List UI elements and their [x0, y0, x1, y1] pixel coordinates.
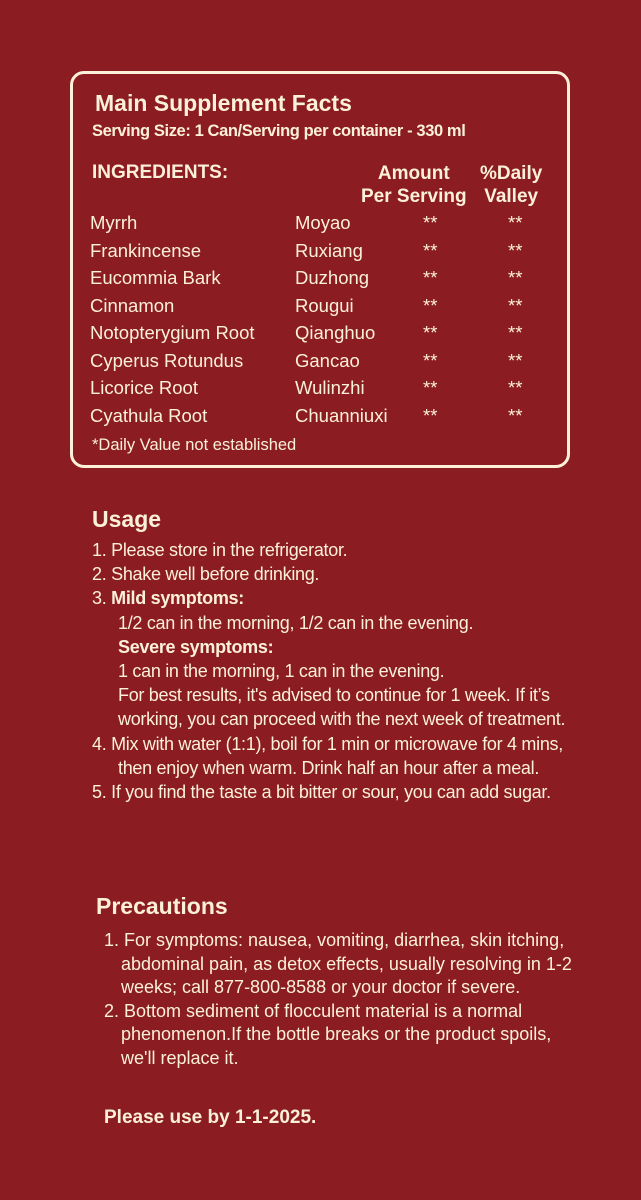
ingredient-pinyin: Qianghuo — [295, 322, 376, 343]
daily-value-header-line1: %Daily — [480, 163, 543, 184]
ingredient-amount: ** — [423, 349, 438, 371]
daily-value-footnote: *Daily Value not established — [92, 436, 297, 454]
ingredient-pinyin: Rougui — [295, 294, 354, 316]
ingredient-daily-value: ** — [508, 294, 523, 316]
ingredient-amount: ** — [423, 239, 438, 261]
ingredient-row — [90, 295, 560, 323]
amount-header — [361, 162, 467, 208]
ingredient-amount: ** — [423, 294, 438, 316]
ingredient-daily-value: ** — [508, 404, 523, 426]
usage-item-number: 3. — [92, 588, 112, 609]
precaution-item: 2. Bottom sediment of flocculent material is a normal phenomenon.If the bottle breaks or the product spoils, we'll replace it. — [104, 1000, 552, 1068]
ingredient-table — [90, 212, 560, 432]
usage-item: 4. Mix with water (1:1), boil for 1 min or microwave for 4 mins, then enjoy when warm. Drink half an hour after a meal. — [92, 733, 563, 778]
ingredient-name: Cyathula Root — [90, 404, 208, 426]
severe-symptoms-text: 1 can in the morning, 1 can in the evening. — [118, 661, 445, 682]
ingredient-pinyin: Chuanniuxi — [295, 404, 388, 426]
ingredient-pinyin: Gancao — [295, 349, 360, 371]
ingredient-row — [90, 212, 560, 240]
mild-symptoms-text: 1/2 can in the morning, 1/2 can in the evening. — [118, 612, 474, 633]
daily-value-header-line2: Valley — [484, 186, 539, 207]
ingredient-row — [90, 322, 560, 350]
amount-header-line2: Per Serving — [361, 186, 467, 207]
ingredient-row — [90, 377, 560, 405]
amount-header-line1: Amount — [377, 163, 450, 184]
ingredient-row — [90, 267, 560, 295]
usage-item: 2. Shake well before drinking. — [92, 564, 320, 585]
ingredient-row — [90, 350, 560, 378]
ingredient-name: Cyperus Rotundus — [90, 349, 244, 371]
ingredient-pinyin: Ruxiang — [295, 239, 363, 261]
use-by-date: Please use by 1-1-2025. — [104, 1107, 317, 1128]
usage-item: 1. Please store in the refrigerator. — [92, 540, 348, 560]
ingredient-amount: ** — [423, 322, 438, 343]
ingredient-daily-value: ** — [508, 322, 523, 343]
precautions-list — [104, 929, 574, 1071]
ingredient-name: Notopterygium Root — [90, 322, 255, 343]
supplement-facts-panel — [70, 71, 570, 468]
ingredient-amount: ** — [423, 377, 438, 398]
ingredient-daily-value: ** — [508, 212, 523, 233]
ingredient-pinyin: Moyao — [295, 212, 351, 233]
ingredient-pinyin: Duzhong — [295, 267, 370, 288]
ingredient-daily-value: ** — [508, 239, 523, 261]
facts-title: Main Supplement Facts — [95, 90, 352, 116]
usage-list — [92, 538, 572, 804]
daily-value-header — [480, 162, 542, 208]
precautions-heading: Precautions — [96, 893, 228, 919]
ingredient-amount: ** — [423, 267, 438, 288]
ingredient-daily-value: ** — [508, 267, 523, 288]
usage-heading: Usage — [92, 506, 162, 532]
usage-item: 5. If you find the taste a bit bitter or sour, you can add sugar. — [92, 782, 551, 803]
ingredient-name: Eucommia Bark — [90, 267, 221, 288]
ingredient-amount: ** — [423, 404, 438, 426]
ingredient-amount: ** — [423, 212, 438, 233]
ingredient-row — [90, 240, 560, 268]
ingredient-name: Frankincense — [90, 239, 202, 261]
usage-item — [92, 586, 572, 610]
ingredient-daily-value: ** — [508, 349, 523, 371]
ingredient-pinyin: Wulinzhi — [295, 377, 365, 398]
ingredient-name: Licorice Root — [90, 377, 198, 398]
severe-symptoms-label: Severe symptoms: — [118, 636, 274, 657]
best-results-text: For best results, it's advised to continue for 1 week. If it’s working, you can proceed with the next week of treatment. — [118, 685, 566, 730]
ingredient-name: Myrrh — [90, 212, 138, 233]
precaution-item: 1. For symptoms: nausea, vomiting, diarrhea, skin itching, abdominal pain, as detox effects, usually resolving in 1-2 weeks; call 877-800-8588 or your doctor if severe. — [104, 930, 572, 998]
serving-size: Serving Size: 1 Can/Serving per container - 330 ml — [92, 122, 466, 140]
ingredient-row — [90, 405, 560, 433]
mild-symptoms-label: Mild symptoms: — [111, 588, 244, 609]
ingredient-name: Cinnamon — [90, 294, 175, 316]
ingredients-header: INGREDIENTS: — [92, 162, 229, 183]
ingredient-daily-value: ** — [508, 377, 523, 398]
